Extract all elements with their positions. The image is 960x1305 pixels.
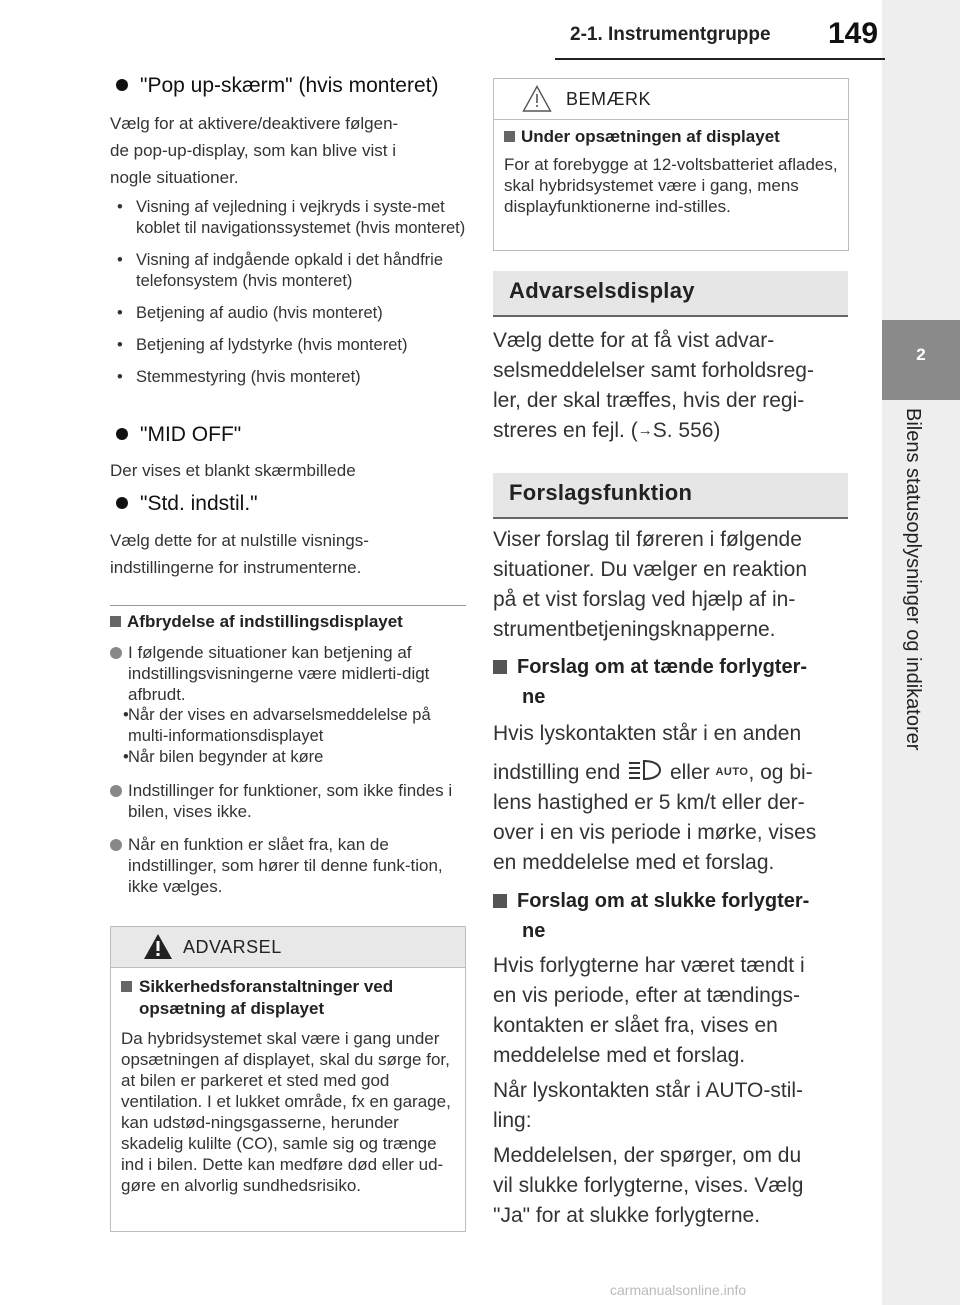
popup-heading: "Pop up-skærm" (hvis monteret) bbox=[110, 74, 466, 98]
circle-bullet-icon bbox=[110, 785, 122, 797]
header-rule bbox=[555, 58, 885, 60]
notice-box-header bbox=[494, 79, 848, 120]
warning-icon bbox=[143, 933, 173, 960]
list-item: • Betjening af lydstyrke (hvis monteret) bbox=[110, 335, 466, 356]
circle-bullet-icon bbox=[110, 839, 122, 851]
square-bullet-icon bbox=[504, 131, 515, 142]
square-bullet-icon bbox=[110, 616, 121, 627]
forslagsfunktion-text: Viser forslag til føreren i følgende situationer. Du vælger en reaktion på et vist forslag ved hjælp af in- strumentbetjeningsknapperne. bbox=[493, 528, 808, 641]
divider bbox=[110, 605, 466, 606]
warning-title: ADVARSEL bbox=[183, 937, 282, 957]
square-bullet-icon bbox=[493, 894, 507, 908]
message-text: Meddelelsen, der spørger, om du vil slukke forlygterne, vises. Vælg "Ja" for at slukke forlygterne. bbox=[493, 1144, 804, 1227]
arrow-right-icon: → bbox=[637, 422, 653, 439]
headlight-icon bbox=[626, 758, 664, 782]
afbrydelse-heading: Afbrydelse af indstillingsdisplayet bbox=[110, 612, 466, 632]
mid-text: Der vises et blankt skærmbillede bbox=[110, 461, 356, 480]
warning-box-header bbox=[111, 927, 465, 968]
list-item: • Betjening af audio (hvis monteret) bbox=[110, 303, 466, 324]
chapter-number: 2 bbox=[916, 345, 926, 364]
square-bullet-icon bbox=[493, 660, 507, 674]
notice-title: BEMÆRK bbox=[566, 89, 652, 109]
list-item: • Når der vises en advarselsmeddelelse på multi-informationsdisplayet bbox=[116, 705, 466, 747]
section-bar-forslagsfunktion: Forslagsfunktion bbox=[493, 473, 848, 519]
list-item: • Visning af vejledning i vejkryds i syste-met koblet til navigationssystemet (hvis monteret) bbox=[110, 197, 466, 239]
watermark: carmanualsonline.info bbox=[610, 1282, 747, 1298]
page-reference-link[interactable]: S. 556) bbox=[652, 419, 721, 442]
circle-bullet-icon bbox=[110, 647, 122, 659]
bullet-icon bbox=[116, 428, 128, 440]
note-item: Når en funktion er slået fra, kan de indstillinger, som hører til denne funk-tion, ikke vælges. bbox=[110, 834, 466, 897]
notice-subheading: Under opsætningen af displayet bbox=[504, 126, 838, 148]
std-text: Vælg dette for at nulstille visnings- indstillingerne for instrumenterne. bbox=[110, 531, 369, 577]
list-item: • Når bilen begynder at køre bbox=[116, 747, 466, 768]
std-heading: "Std. indstil." bbox=[110, 492, 466, 516]
bullet-icon bbox=[116, 497, 128, 509]
section-title: 2-1. Instrumentgruppe bbox=[570, 24, 771, 45]
notes-list bbox=[110, 642, 466, 897]
section-bar-advarselsdisplay: Advarselsdisplay bbox=[493, 271, 848, 317]
note-item: Indstillinger for funktioner, som ikke findes i bilen, vises ikke. bbox=[110, 780, 466, 822]
popup-list bbox=[110, 197, 466, 388]
taend-heading: Forslag om at tænde forlygter- ne bbox=[493, 652, 849, 712]
chapter-title: Bilens statusoplysninger og indikatorer bbox=[902, 408, 924, 751]
advarselsdisplay-text: Vælg dette for at få vist advar- selsmeddelelser samt forholdsreg- ler, der skal træffes, hvis der regi- streres en fejl. (→S. 556) bbox=[493, 329, 814, 442]
square-bullet-icon bbox=[121, 981, 132, 992]
sluk-text: Hvis forlygterne har været tændt i en vis periode, efter at tændings- kontakten er slået fra, vises en meddelelse med et forslag. bbox=[493, 954, 805, 1067]
note-item: I følgende situationer kan betjening af indstillingsvisningerne være midlerti-digt afbrudt. • Når der vises en advarselsmeddelelse på multi-informationsdisplayet • Når bilen begynder at køre bbox=[110, 642, 466, 768]
list-item: • Stemmestyring (hvis monteret) bbox=[110, 367, 466, 388]
notice-text: For at forebygge at 12-voltsbatteriet aflades, skal hybridsystemet være i gang, mens displayfunktionerne ind-stilles. bbox=[504, 155, 838, 216]
warning-box bbox=[110, 926, 466, 1232]
mid-heading: "MID OFF" bbox=[110, 423, 466, 447]
auto-icon: AUTO bbox=[715, 766, 749, 778]
warning-subheading: Sikkerhedsforanstaltninger ved opsætning af displayet bbox=[121, 976, 455, 1020]
page-number: 149 bbox=[828, 17, 879, 50]
list-item: • Visning af indgående opkald i det håndfrie telefonsystem (hvis monteret) bbox=[110, 250, 466, 292]
bullet-icon bbox=[116, 79, 128, 91]
taend-text: Hvis lyskontakten står i en anden indstilling end eller AUTO, og bi- lens hastighed er 5 km/t eller der- over i en vis periode i mørke, vises en meddelelse med et forslag. bbox=[493, 722, 817, 874]
auto-text: Når lyskontakten står i AUTO-stil- ling: bbox=[493, 1079, 804, 1132]
notice-box bbox=[493, 78, 849, 251]
popup-text: Vælg for at aktivere/deaktivere følgen- de pop-up-display, som kan blive vist i nogle situationer. bbox=[110, 114, 399, 187]
sluk-heading: Forslag om at slukke forlygter- ne bbox=[493, 886, 849, 946]
warning-text: Da hybridsystemet skal være i gang under opsætningen af displayet, skal du sørge for, at bilen er parkeret et sted med god ventilation. I et lukket område, fx en garage, kan udstød-ningsgasserne, herunder skadelig kulilte (CO), samle sig og trænge ind i bilen. Dette kan medføre død eller ud-gøre en alvorlig sundhedsrisiko. bbox=[121, 1029, 451, 1195]
notice-icon bbox=[522, 85, 552, 112]
